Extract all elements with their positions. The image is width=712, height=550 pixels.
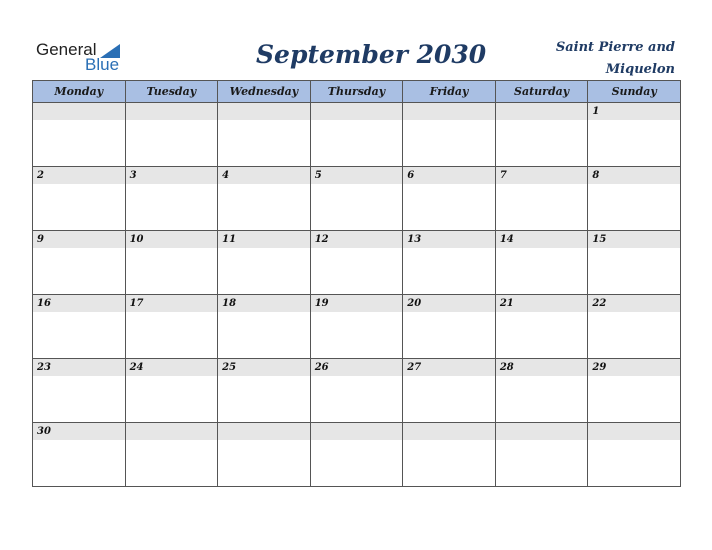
day-cell[interactable]: [218, 423, 311, 487]
day-number: 17: [126, 295, 218, 312]
day-cell[interactable]: [495, 167, 588, 231]
day-number: [496, 423, 588, 440]
day-cell[interactable]: [403, 103, 496, 167]
generalblue-logo: [36, 40, 136, 74]
day-cell[interactable]: [403, 231, 496, 295]
weekday-monday: Monday: [33, 81, 126, 103]
week-row: [33, 103, 681, 167]
day-cell[interactable]: [125, 103, 218, 167]
day-number: [403, 103, 495, 120]
weekday-tuesday: Tuesday: [125, 81, 218, 103]
day-cell[interactable]: [403, 295, 496, 359]
day-number: 6: [403, 167, 495, 184]
day-number: 26: [311, 359, 403, 376]
day-cell[interactable]: [310, 103, 403, 167]
day-cell[interactable]: [218, 231, 311, 295]
day-number: 22: [588, 295, 680, 312]
day-cell[interactable]: [495, 359, 588, 423]
week-row: [33, 295, 681, 359]
day-cell[interactable]: [495, 295, 588, 359]
day-cell[interactable]: [125, 295, 218, 359]
week-row: [33, 359, 681, 423]
day-cell[interactable]: [33, 231, 126, 295]
day-cell[interactable]: [310, 295, 403, 359]
day-number: 5: [311, 167, 403, 184]
day-cell[interactable]: [125, 359, 218, 423]
day-cell[interactable]: [588, 103, 681, 167]
day-number: 3: [126, 167, 218, 184]
weekday-sunday: Sunday: [588, 81, 681, 103]
day-cell[interactable]: [33, 295, 126, 359]
day-cell[interactable]: [125, 231, 218, 295]
day-number: 9: [33, 231, 125, 248]
day-number: 25: [218, 359, 310, 376]
day-number: [588, 423, 680, 440]
day-cell[interactable]: [125, 423, 218, 487]
day-number: [403, 423, 495, 440]
day-cell[interactable]: [495, 231, 588, 295]
weekday-friday: Friday: [403, 81, 496, 103]
day-number: 12: [311, 231, 403, 248]
day-cell[interactable]: [310, 423, 403, 487]
day-number: 4: [218, 167, 310, 184]
day-number: 24: [126, 359, 218, 376]
day-number: 15: [588, 231, 680, 248]
day-number: 28: [496, 359, 588, 376]
week-row: [33, 167, 681, 231]
day-cell[interactable]: [588, 231, 681, 295]
day-number: 14: [496, 231, 588, 248]
day-cell[interactable]: [588, 167, 681, 231]
weekday-thursday: Thursday: [310, 81, 403, 103]
day-cell[interactable]: [218, 359, 311, 423]
day-cell[interactable]: [33, 359, 126, 423]
day-number: [311, 103, 403, 120]
weekday-wednesday: Wednesday: [218, 81, 311, 103]
logo-blue-text: Blue: [85, 55, 120, 74]
day-number: 16: [33, 295, 125, 312]
day-number: [126, 423, 218, 440]
day-cell[interactable]: [588, 359, 681, 423]
day-cell[interactable]: [125, 167, 218, 231]
day-number: [496, 103, 588, 120]
day-number: [33, 103, 125, 120]
day-number: [126, 103, 218, 120]
day-number: 29: [588, 359, 680, 376]
day-cell[interactable]: [403, 359, 496, 423]
day-cell[interactable]: [588, 295, 681, 359]
week-row: [33, 231, 681, 295]
day-number: [311, 423, 403, 440]
day-cell[interactable]: [33, 103, 126, 167]
day-number: 2: [33, 167, 125, 184]
day-cell[interactable]: [403, 167, 496, 231]
day-cell[interactable]: [403, 423, 496, 487]
day-number: 10: [126, 231, 218, 248]
day-cell[interactable]: [218, 295, 311, 359]
day-cell[interactable]: [33, 423, 126, 487]
day-number: 23: [33, 359, 125, 376]
day-cell[interactable]: [310, 231, 403, 295]
day-cell[interactable]: [495, 103, 588, 167]
calendar-title: September 2030: [256, 40, 487, 69]
weekday-header-row: [33, 81, 681, 103]
day-number: 18: [218, 295, 310, 312]
day-number: 13: [403, 231, 495, 248]
day-number: [218, 423, 310, 440]
calendar-grid: [32, 80, 681, 487]
day-number: 20: [403, 295, 495, 312]
day-number: [218, 103, 310, 120]
day-number: 8: [588, 167, 680, 184]
day-number: 19: [311, 295, 403, 312]
day-cell[interactable]: [218, 167, 311, 231]
day-number: 1: [588, 103, 680, 120]
day-cell[interactable]: [310, 167, 403, 231]
day-number: 7: [496, 167, 588, 184]
day-cell[interactable]: [310, 359, 403, 423]
week-row: [33, 423, 681, 487]
calendar-region: Saint Pierre and Miquelon: [555, 40, 675, 77]
day-number: 21: [496, 295, 588, 312]
day-number: 27: [403, 359, 495, 376]
day-cell[interactable]: [495, 423, 588, 487]
weekday-saturday: Saturday: [495, 81, 588, 103]
logo-general-text: General: [36, 40, 97, 59]
day-cell[interactable]: [588, 423, 681, 487]
day-number: 30: [33, 423, 125, 440]
day-cell[interactable]: [218, 103, 311, 167]
day-cell[interactable]: [33, 167, 126, 231]
day-number: 11: [218, 231, 310, 248]
